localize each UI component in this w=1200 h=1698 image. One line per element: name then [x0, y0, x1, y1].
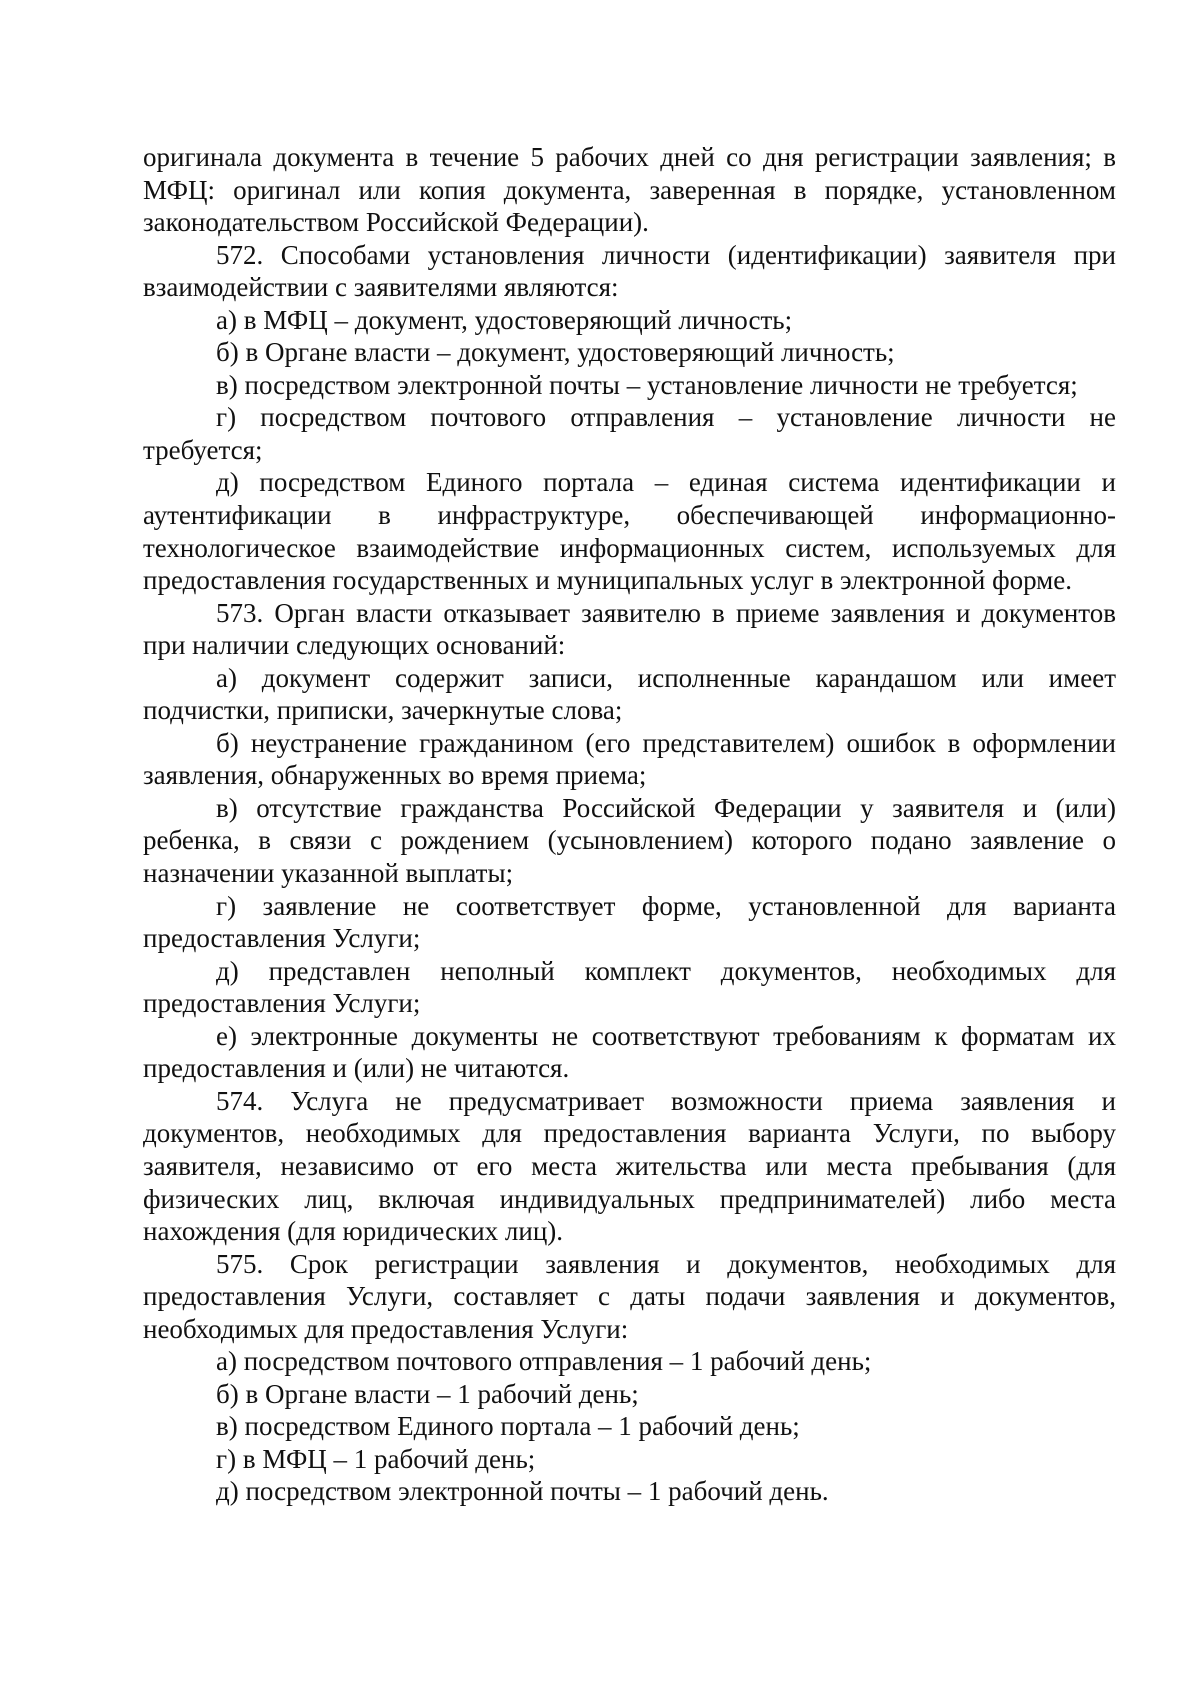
list-item-572-d: д) посредством Единого портала – единая система идентификации и аутентификации в инфраструктуре, обеспечивающей информационно-технологическое взаимодействие информационных систем, используемых для предоставления государственных и муниципальных услуг в электронной форме. [143, 467, 1116, 596]
list-item-572-g: г) посредством почтового отправления – установление личности не требуется; [143, 402, 1116, 465]
list-item-575-d: д) посредством электронной почты – 1 рабочий день. [216, 1476, 829, 1507]
paragraph-572: 572. Способами установления личности (идентификации) заявителя при взаимодействии с заявителями являются: [143, 239, 1116, 303]
list-item-575-a: а) посредством почтового отправления – 1 рабочий день; [216, 1346, 872, 1377]
list-item-573-g: г) заявление не соответствует форме, установленной для варианта предоставления Услуги; [143, 890, 1116, 954]
list-item-573-v: в) отсутствие гражданства Российской Федерации у заявителя и (или) ребенка, в связи с рождением (усыновлением) которого подано заявление о назначении указанной выплаты; [143, 792, 1116, 889]
paragraph-continuation: оригинала документа в течение 5 рабочих дней со дня регистрации заявления; в МФЦ: оригинал или копия документа, заверенная в порядке, установленном законодательством Российской Федерации). [143, 142, 1116, 238]
list-item-575-g: г) в МФЦ – 1 рабочий день; [216, 1443, 536, 1474]
list-item-573-e: е) электронные документы не соответствуют требованиям к форматам их предоставления и (или) не читаются. [143, 1020, 1116, 1084]
list-item-573-a: а) документ содержит записи, исполненные карандашом или имеет подчистки, приписки, зачеркнутые слова; [143, 662, 1116, 726]
paragraph-574: 574. Услуга не предусматривает возможности приема заявления и документов, необходимых для предоставления варианта Услуги, по выбору заявителя, независимо от его места жительства или места пребывания (для физических лиц, включая индивидуальных предпринимателей) либо места нахождения (для юридических лиц). [143, 1085, 1116, 1247]
list-item-575-b: б) в Органе власти – 1 рабочий день; [216, 1378, 639, 1409]
list-item-572-a: а) в МФЦ – документ, удостоверяющий личность; [216, 304, 793, 335]
list-item-573-b: б) неустранение гражданином (его представителем) ошибок в оформлении заявления, обнаруженных во время приема; [143, 727, 1116, 791]
list-item-573-d: д) представлен неполный комплект документов, необходимых для предоставления Услуги; [143, 955, 1116, 1019]
paragraph-573: 573. Орган власти отказывает заявителю в приеме заявления и документов при наличии следующих оснований: [143, 597, 1116, 661]
list-item-572-b: б) в Органе власти – документ, удостоверяющий личность; [216, 337, 895, 368]
document-body [143, 141, 1116, 1508]
list-item-572-v: в) посредством электронной почты – установление личности не требуется; [216, 369, 1078, 400]
list-item-575-v: в) посредством Единого портала – 1 рабочий день; [216, 1411, 800, 1442]
paragraph-575: 575. Срок регистрации заявления и документов, необходимых для предоставления Услуги, составляет с даты подачи заявления и документов, необходимых для предоставления Услуги: [143, 1248, 1116, 1344]
